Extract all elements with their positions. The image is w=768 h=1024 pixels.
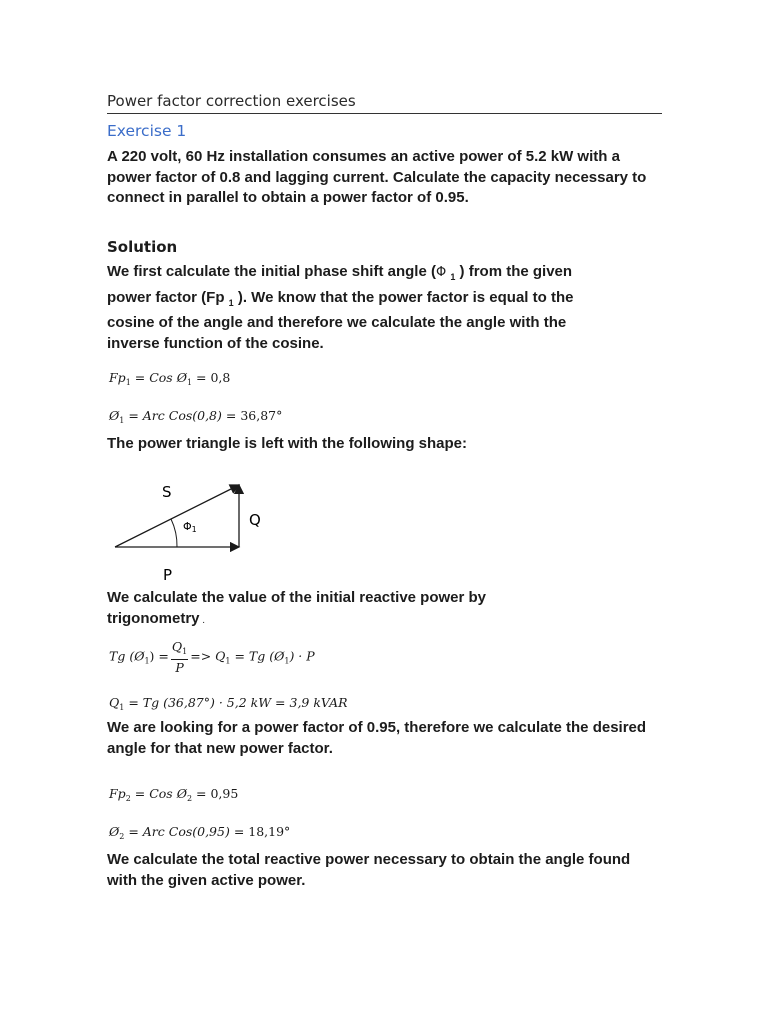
reactive-intro-line1: We calculate the value of the initial reactive power by: [107, 589, 487, 606]
formula-phi2-lhs-sub: 2: [119, 832, 125, 841]
phi-symbol: Φ: [435, 265, 447, 280]
formula-fp1-mid: = Cos Ø: [134, 370, 187, 385]
formula-q1-rhs: = Tg (36,87°) · 5,2 kW = 3,9 kVAR: [128, 695, 348, 710]
formula-fp2-rhs: = 0,95: [196, 786, 239, 801]
formula-phi2-mid: = Arc Cos(0,95) =: [128, 824, 249, 839]
fp-sub: 1: [228, 297, 234, 308]
formula-fp2-lhs: Fp: [109, 786, 126, 801]
angle-label-sub: 1: [191, 525, 197, 534]
formula-fp1-lhs: Fp: [109, 370, 126, 385]
formula-fp1: [109, 370, 230, 387]
label-s: S: [162, 483, 172, 501]
desired-angle-paragraph: We are looking for a power factor of 0.95, therefore we calculate the desired angle for that new power factor.: [107, 719, 647, 757]
step1-text-b: ) from the given: [455, 263, 573, 280]
formula-fp2: [109, 786, 238, 803]
exercise-heading: Exercise 1: [107, 122, 187, 140]
formula-tg-phi: (Ø: [129, 648, 145, 664]
fraction-denominator: P: [175, 660, 184, 675]
formula-fp2-mid: = Cos Ø: [134, 786, 187, 801]
formula-fp2-mid-sub: 2: [186, 794, 193, 803]
formula-phi1-mid: = Arc Cos(0,8) =: [128, 408, 241, 423]
power-triangle-diagram: [107, 475, 287, 585]
formula-q1-lhs: Q: [109, 695, 120, 710]
formula-phi1-lhs: Ø: [109, 408, 120, 423]
fraction-numerator-sub: 1: [182, 647, 188, 656]
step1-text-e: cosine of the angle and therefore we calculate the angle with the: [107, 314, 567, 331]
formula-q1: [109, 695, 348, 712]
document-page: [107, 0, 663, 1024]
angle-label: [183, 520, 197, 534]
reactive-intro-dot: .: [199, 614, 206, 626]
formula-phi1-rhs: 36,87°: [240, 408, 283, 423]
formula-tg-phi-sub: 1: [144, 656, 150, 666]
formula-tg-rhs: = Tg (Ø: [234, 648, 285, 664]
label-q: Q: [249, 511, 261, 529]
step1-text-f: inverse function of the cosine.: [107, 334, 324, 352]
formula-tg: [109, 640, 315, 674]
formula-tg-rhs-end: ) · P: [289, 648, 315, 664]
phi-sub: 1: [450, 272, 456, 282]
formula-fp2-lhs-sub: 2: [125, 794, 131, 803]
step1-paragraph: [107, 262, 663, 354]
formula-tg-rhs-sub: 1: [284, 656, 290, 666]
step1-text-c: power factor (Fp: [107, 288, 229, 306]
label-p: P: [163, 566, 173, 584]
reactive-intro: [107, 588, 663, 631]
fraction-numerator: Q: [171, 639, 183, 654]
reactive-intro-line2: trigonometry: [107, 609, 200, 627]
formula-tg-arrow-sub: 1: [225, 656, 231, 666]
triangle-intro: The power triangle is left with the following shape:: [107, 435, 468, 452]
angle-arc: [171, 519, 177, 547]
formula-tg-tg: Tg: [109, 648, 126, 664]
document-title: Power factor correction exercises: [107, 92, 662, 114]
step1-text-a: We first calculate the initial phase shift angle (: [107, 263, 436, 280]
angle-label-symbol: Φ: [183, 520, 192, 533]
formula-phi2-lhs: Ø: [109, 824, 120, 839]
step1-text-d: ). We know that the power factor is equal to the: [233, 288, 574, 306]
total-reactive-paragraph: We calculate the total reactive power necessary to obtain the angle found with the given active power.: [107, 851, 631, 889]
formula-phi1-lhs-sub: 1: [119, 416, 125, 425]
formula-tg-close: ) =: [149, 648, 169, 664]
problem-statement: A 220 volt, 60 Hz installation consumes an active power of 5.2 kW with a power factor of 0.8 and lagging current. Calculate the capacity necessary to connect in parallel to obtain a power factor of 0.95.: [107, 148, 647, 206]
formula-fp1-mid-sub: 1: [186, 378, 193, 387]
formula-q1-lhs-sub: 1: [119, 703, 125, 712]
fraction-q-over-p: [171, 640, 188, 674]
formula-fp1-lhs-sub: 1: [125, 378, 131, 387]
formula-phi1: [109, 408, 282, 425]
solution-heading: Solution: [107, 238, 178, 256]
formula-tg-arrow: => Q: [190, 648, 226, 664]
formula-phi2-rhs: 18,19°: [248, 824, 291, 839]
formula-phi2: [109, 824, 290, 841]
formula-fp1-rhs: = 0,8: [196, 370, 231, 385]
